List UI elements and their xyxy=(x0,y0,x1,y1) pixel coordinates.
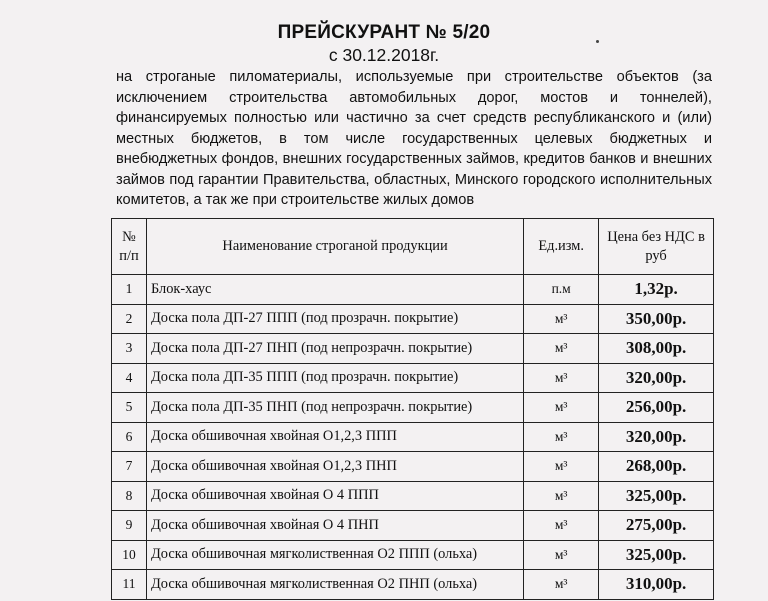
row-unit: м³ xyxy=(524,452,599,482)
header-num: № п/п xyxy=(112,219,147,275)
row-unit: м³ xyxy=(524,363,599,393)
row-price: 320,00р. xyxy=(599,422,714,452)
table-row xyxy=(112,393,714,423)
row-num: 6 xyxy=(112,422,147,452)
ink-dot xyxy=(596,40,599,43)
row-num: 4 xyxy=(112,363,147,393)
row-name: Доска обшивочная мягколиственная О2 ПНП (ольха) xyxy=(146,570,523,600)
row-unit: м³ xyxy=(524,540,599,570)
row-name: Блок-хаус xyxy=(146,275,523,305)
header-price: Цена без НДС в руб xyxy=(599,219,714,275)
table-row xyxy=(112,422,714,452)
row-unit: м³ xyxy=(524,511,599,541)
row-price: 275,00р. xyxy=(599,511,714,541)
table-row xyxy=(112,540,714,570)
row-num: 11 xyxy=(112,570,147,600)
row-name: Доска обшивочная хвойная О 4 ПНП xyxy=(146,511,523,541)
row-price: 325,00р. xyxy=(599,540,714,570)
row-name: Доска обшивочная мягколиственная О2 ППП (ольха) xyxy=(146,540,523,570)
table-row xyxy=(112,304,714,334)
document-intro: на строганые пиломатериалы, используемые при строительстве объектов (за исключением строительства автомобильных дорог, мостов и тоннелей), финансируемых полностью или частично за счет средств республиканского и (или) местных бюджетов, в том числе государственных целевых бюджетных и внебюджетных фондов, внешних государственных займов, кредитов банков и внешних займов под гарантии Правительства, областных, Минского городского исполнительных комитетов, а так же при строительстве жилых домов xyxy=(116,69,712,208)
row-price: 268,00р. xyxy=(599,452,714,482)
row-unit: м³ xyxy=(524,334,599,364)
header-unit: Ед.изм. xyxy=(524,219,599,275)
table-row xyxy=(112,334,714,364)
row-price: 310,00р. xyxy=(599,570,714,600)
row-unit: м³ xyxy=(524,481,599,511)
table-row xyxy=(112,570,714,600)
row-name: Доска пола ДП-27 ППП (под прозрачн. покрытие) xyxy=(146,304,523,334)
row-price: 1,32р. xyxy=(599,275,714,305)
row-price: 325,00р. xyxy=(599,481,714,511)
row-unit: м³ xyxy=(524,393,599,423)
row-num: 9 xyxy=(112,511,147,541)
row-num: 8 xyxy=(112,481,147,511)
row-name: Доска пола ДП-35 ПНП (под непрозрачн. покрытие) xyxy=(146,393,523,423)
document-title: ПРЕЙСКУРАНТ № 5/20 xyxy=(277,22,491,43)
row-name: Доска обшивочная хвойная О1,2,3 ППП xyxy=(146,422,523,452)
table-header-row xyxy=(112,219,714,275)
table-row xyxy=(112,452,714,482)
row-num: 2 xyxy=(112,304,147,334)
document-date: с 30.12.2018г. xyxy=(328,45,440,65)
row-unit: м³ xyxy=(524,304,599,334)
row-unit: м³ xyxy=(524,570,599,600)
table-row xyxy=(112,275,714,305)
row-num: 10 xyxy=(112,540,147,570)
row-num: 5 xyxy=(112,393,147,423)
row-num: 7 xyxy=(112,452,147,482)
table-row xyxy=(112,363,714,393)
row-num: 1 xyxy=(112,275,147,305)
row-name: Доска пола ДП-35 ППП (под прозрачн. покрытие) xyxy=(146,363,523,393)
price-table xyxy=(111,218,714,600)
row-price: 320,00р. xyxy=(599,363,714,393)
header-name: Наименование строганой продукции xyxy=(146,219,523,275)
row-unit: м³ xyxy=(524,422,599,452)
row-unit: п.м xyxy=(524,275,599,305)
row-price: 350,00р. xyxy=(599,304,714,334)
row-name: Доска обшивочная хвойная О 4 ППП xyxy=(146,481,523,511)
table-row xyxy=(112,511,714,541)
row-num: 3 xyxy=(112,334,147,364)
table-row xyxy=(112,481,714,511)
row-price: 308,00р. xyxy=(599,334,714,364)
row-name: Доска обшивочная хвойная О1,2,3 ПНП xyxy=(146,452,523,482)
row-name: Доска пола ДП-27 ПНП (под непрозрачн. покрытие) xyxy=(146,334,523,364)
row-price: 256,00р. xyxy=(599,393,714,423)
price-table-body xyxy=(112,275,714,600)
